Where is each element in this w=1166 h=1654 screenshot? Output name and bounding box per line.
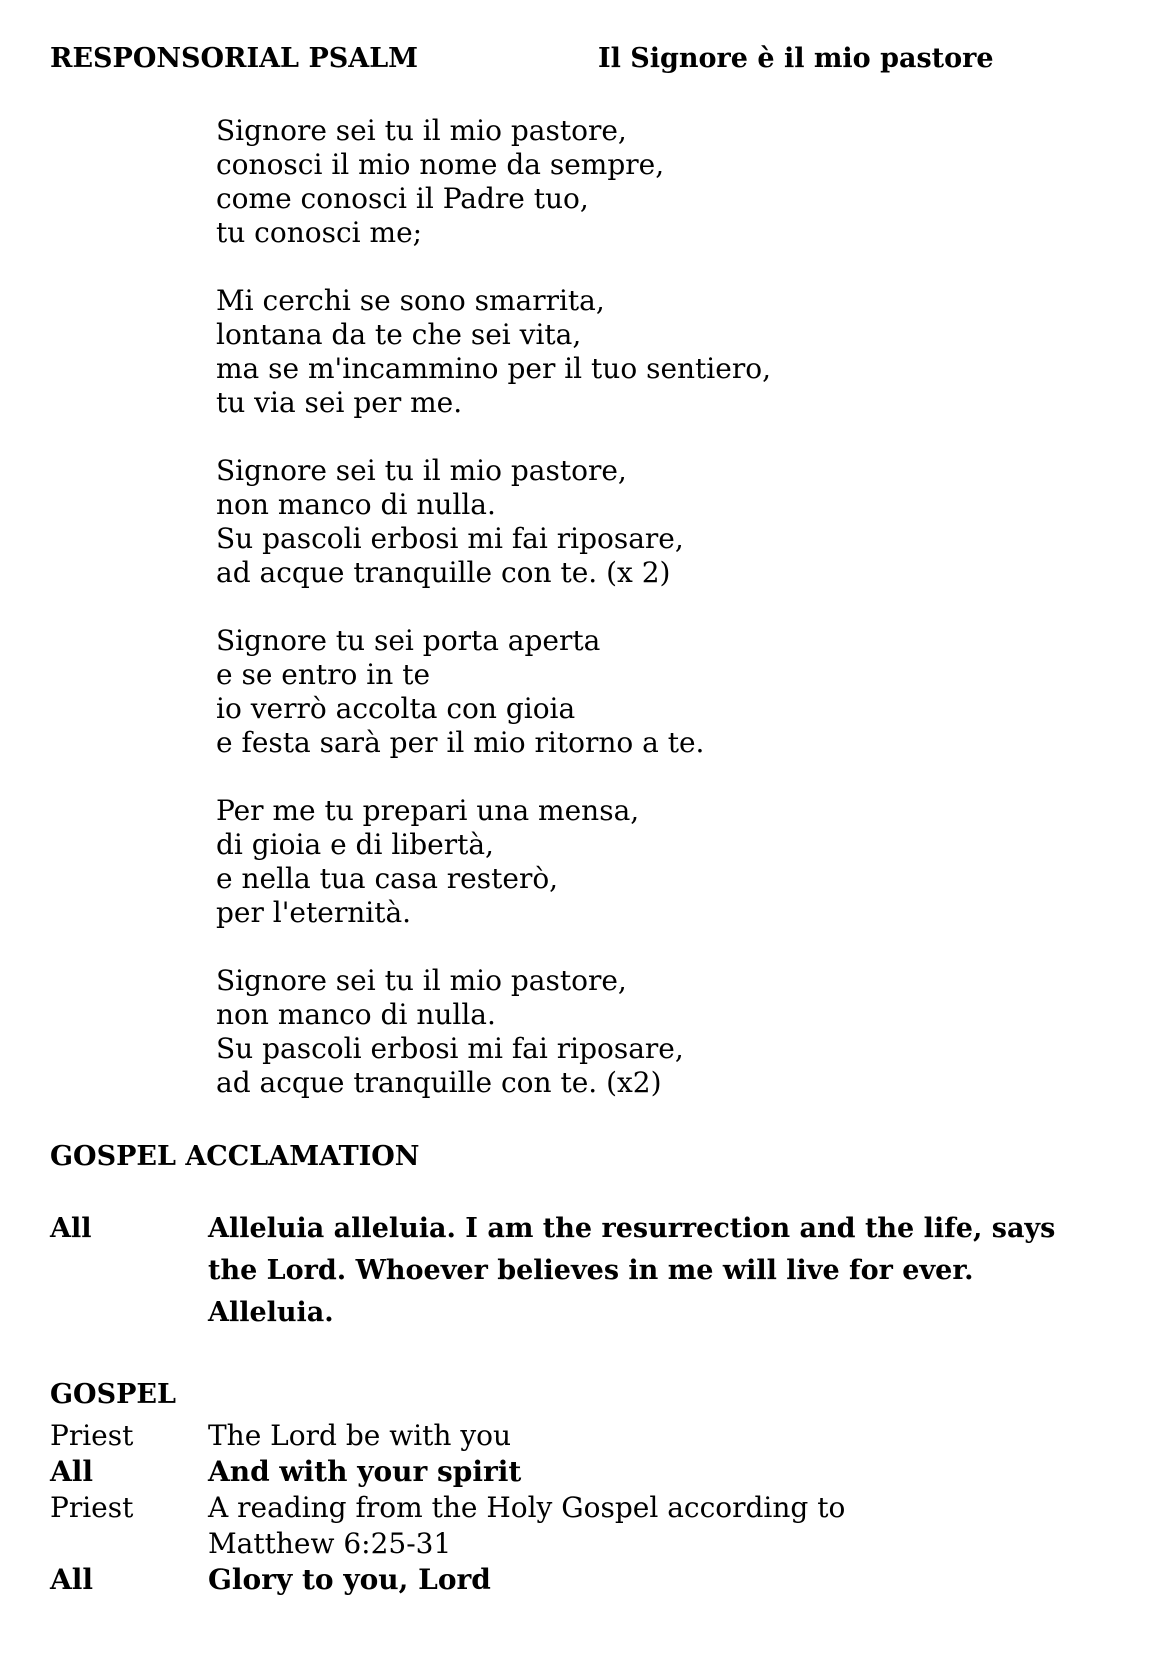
lyric-line: Signore tu sei porta aperta — [216, 624, 601, 657]
lyric-line: Su pascoli erbosi mi fai riposare, — [216, 1032, 684, 1065]
lyric-line: e festa sarà per il mio ritorno a te. — [216, 726, 705, 759]
lyric-line: Signore sei tu il mio pastore, — [216, 964, 627, 997]
section-heading-gospel: GOSPEL — [50, 1379, 176, 1410]
lyric-line: io verrò accolta con gioia — [216, 692, 576, 725]
lyric-line: conosci il mio nome da sempre, — [216, 148, 665, 181]
lyric-line: non manco di nulla. — [216, 998, 496, 1031]
lyric-line: per l'eternità. — [216, 896, 412, 929]
speaker-label: All — [50, 1455, 93, 1488]
stanza-4 — [216, 624, 976, 760]
lyric-line: Per me tu prepari una mensa, — [216, 794, 640, 827]
lyric-line: e se entro in te — [216, 658, 431, 691]
lyric-line: Signore sei tu il mio pastore, — [216, 114, 627, 147]
lyric-line: tu via sei per me. — [216, 386, 463, 419]
speaker-label: All — [50, 1213, 92, 1244]
lyric-line: Signore sei tu il mio pastore, — [216, 454, 627, 487]
song-title: Il Signore è il mio pastore — [598, 43, 994, 74]
stanza-6 — [216, 964, 976, 1100]
dialogue-text: And with your spirit — [208, 1455, 522, 1488]
dialogue-row — [50, 1526, 1130, 1562]
dialogue-text: Matthew 6:25-31 — [208, 1527, 452, 1560]
speaker-label: Priest — [50, 1491, 134, 1524]
psalm-lyrics — [216, 114, 976, 1134]
lyric-line: di gioia e di libertà, — [216, 828, 494, 861]
speaker-label: Priest — [50, 1419, 134, 1452]
stanza-5 — [216, 794, 976, 930]
lyric-line: ad acque tranquille con te. (x2) — [216, 1066, 662, 1099]
acclamation-line: Alleluia alleluia. I am the resurrection and the life, says — [208, 1213, 1056, 1244]
lyric-line: Su pascoli erbosi mi fai riposare, — [216, 522, 684, 555]
lyric-line: tu conosci me; — [216, 216, 423, 249]
lyric-line: e nella tua casa resterò, — [216, 862, 559, 895]
dialogue-text: Glory to you, Lord — [208, 1563, 491, 1596]
dialogue-text: The Lord be with you — [208, 1419, 512, 1452]
acclamation-line: Alleluia. — [208, 1297, 334, 1328]
acclamation-text — [208, 1208, 1166, 1334]
section-heading-psalm: RESPONSORIAL PSALM — [50, 43, 419, 74]
lyric-line: Mi cerchi se sono smarrita, — [216, 284, 605, 317]
dialogue-row — [50, 1562, 1130, 1598]
gospel-dialogue — [50, 1418, 1130, 1598]
lyric-line: ad acque tranquille con te. (x 2) — [216, 556, 671, 589]
dialogue-row — [50, 1418, 1130, 1454]
acclamation-line: the Lord. Whoever believes in me will live for ever. — [208, 1255, 974, 1286]
section-heading-acclamation: GOSPEL ACCLAMATION — [50, 1141, 420, 1172]
stanza-2 — [216, 284, 976, 420]
dialogue-text: A reading from the Holy Gospel according to — [208, 1491, 846, 1524]
lyric-line: come conosci il Padre tuo, — [216, 182, 589, 215]
lyric-line: non manco di nulla. — [216, 488, 496, 521]
speaker-label: All — [50, 1563, 93, 1596]
lyric-line: lontana da te che sei vita, — [216, 318, 582, 351]
dialogue-row — [50, 1454, 1130, 1490]
dialogue-row — [50, 1490, 1130, 1526]
lyric-line: ma se m'incammino per il tuo sentiero, — [216, 352, 771, 385]
stanza-3 — [216, 454, 976, 590]
stanza-1 — [216, 114, 976, 250]
